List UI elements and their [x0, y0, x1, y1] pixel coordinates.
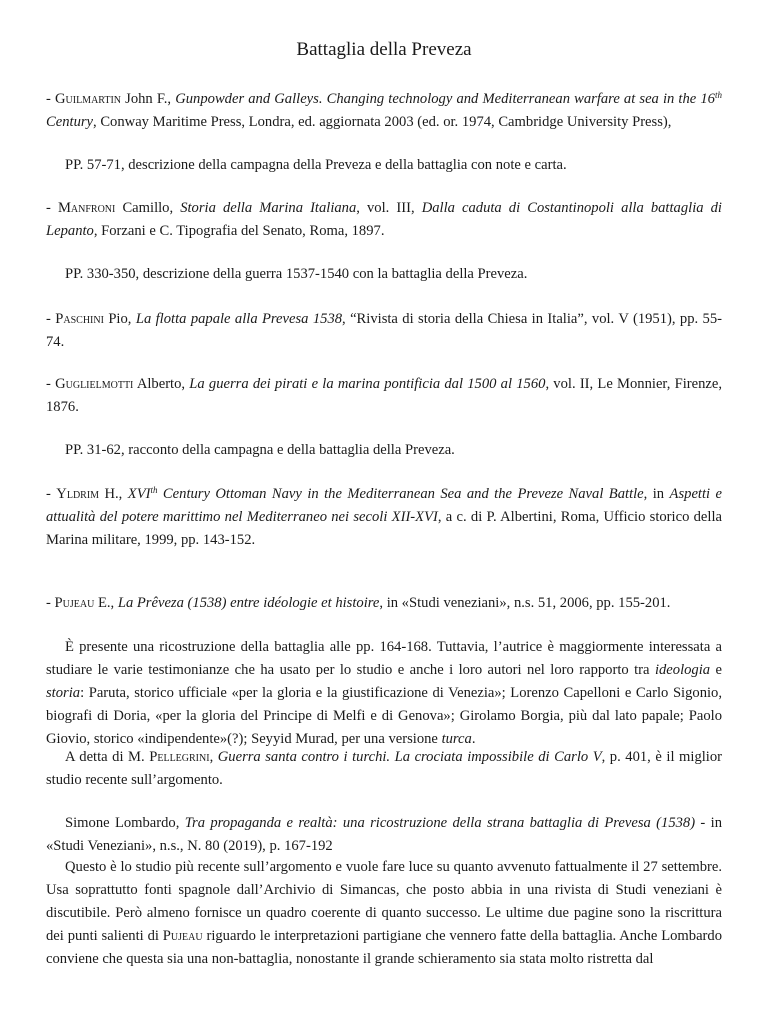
bib-entry-paschini: - Paschini Pio, La flotta papale alla Prevesa 1538, “Rivista di storia della Chiesa in Italia”, vol. V (1951), pp. 55-74.: [46, 311, 722, 350]
author-surname: Guglielmotti: [55, 376, 134, 392]
work-subtitle: Dalla caduta di Costantinopoli alla battaglia di Lepanto: [46, 200, 722, 239]
work-title: Storia della Marina Italiana: [180, 200, 357, 216]
author-surname: Guilmartin: [54, 91, 122, 107]
entry-note: Questo è lo studio più recente sull’argomento e vuole fare luce su quanto avvenuto fattualmente il 27 settembre. Usa soprattutto fonti spagnole dall’Archivio di Simancas, che posto abbia in una rivista di Studi veneziani è discutibile. Però almeno fornisce un quadro coerente di quanto successo. Le ultime due pagine sono la riscrittura dei punti salienti di Pujeau riguardo le interpretazioni partigiane che vennero fatte della battaglia. Anche Lombardo conviene che questa sia una non-battaglia, nonostante il grande schieramento sia stata molto ristretta dal: [46, 859, 722, 967]
author-surname: Paschini: [55, 311, 104, 327]
bib-entry-lombardo: Simone Lombardo, Tra propaganda e realtà: una ricostruzione della strana battaglia di Prevesa (1538) - in «Studi Veneziani», n.s., N. 80 (2019), p. 167-192: [46, 815, 723, 854]
entry-note-secondary: A detta di M. Pellegrini, Guerra santa contro i turchi. La crociata impossibile di Carlo V, p. 401, è il miglior studio recente sull’argomento.: [46, 749, 723, 788]
bib-entry-pujeau: - Pujeau E., La Prêveza (1538) entre idéologie et histoire, in «Studi veneziani», n.s. 51, 2006, pp. 155-201.: [46, 595, 671, 611]
work-title: Gunpowder and Galleys. Changing technology and Mediterranean warfare at sea in the 16: [175, 91, 715, 107]
work-title: La guerra dei pirati e la marina pontificia dal 1500 al 1560: [189, 376, 546, 392]
work-title: XVI: [127, 486, 151, 502]
author-surname: Yldrim: [56, 486, 100, 502]
entry-note: PP. 57-71, descrizione della campagna della Preveza e della battaglia con note e carta.: [65, 157, 567, 173]
entry-note: È presente una ricostruzione della battaglia alle pp. 164-168. Tuttavia, l’autrice è maggiormente interessata a studiare le varie testimonianze che ha usato per lo studio e anche i loro autori nel loro rapporto tra ideologia e storia: Paruta, storico ufficiale «per la gloria e la giustificazione di Venezia»; Lorenzo Capelloni e Carlo Sigonio, biografi di Doria, «per la gloria del Principe di Melfi e di Genova»; Girolamo Borgia, più dal lato papale; Paolo Giovio, storico «indipendente»(?); Seyyid Murad, per una versione turca.: [46, 639, 722, 747]
bib-entry-manfroni: - Manfroni Camillo, Storia della Marina Italiana, vol. III, Dalla caduta di Costantinopoli alla battaglia di Lepanto, Forzani e C. Tipografia del Senato, Roma, 1897.: [46, 200, 722, 239]
entry-note: PP. 31-62, racconto della campagna e della battaglia della Preveza.: [65, 442, 455, 458]
volume-title: Aspetti e attualità del potere marittimo nel Mediterraneo nei secoli XII-XVI: [46, 486, 722, 525]
bib-entry-yldrim: - Yldrim H., XVIth Century Ottoman Navy in the Mediterranean Sea and the Preveze Naval Battle, in Aspetti e attualità del potere marittimo nel Mediterraneo nei secoli XII-XVI, a c. di P. Albertini, Roma, Ufficio storico della Marina militare, 1999, pp. 143-152.: [46, 485, 722, 548]
author-surname: Pujeau: [54, 595, 95, 611]
author-surname: Manfroni: [57, 200, 116, 216]
author-name: Simone Lombardo,: [65, 815, 185, 831]
work-title: La Prêveza (1538) entre idéologie et histoire: [117, 595, 380, 611]
bib-entry-guglielmotti: - Guglielmotti Alberto, La guerra dei pirati e la marina pontificia dal 1500 al 1560, vol. II, Le Monnier, Firenze, 1876.: [46, 376, 722, 415]
entry-note: PP. 330-350, descrizione della guerra 1537-1540 con la battaglia della Preveza.: [65, 266, 528, 282]
work-title: La flotta papale alla Prevesa 1538: [135, 311, 343, 327]
bib-entry-guilmartin: - Guilmartin John F., Gunpowder and Galleys. Changing technology and Mediterranean warfare at sea in the 16th Century, Conway Maritime Press, Londra, ed. aggiornata 2003 (ed. or. 1974, Cambridge University Press),: [46, 90, 722, 130]
work-title: Tra propaganda e realtà: una ricostruzione della strana battaglia di Prevesa (1538) -: [184, 815, 706, 831]
page-title: Battaglia della Preveza: [296, 39, 472, 60]
